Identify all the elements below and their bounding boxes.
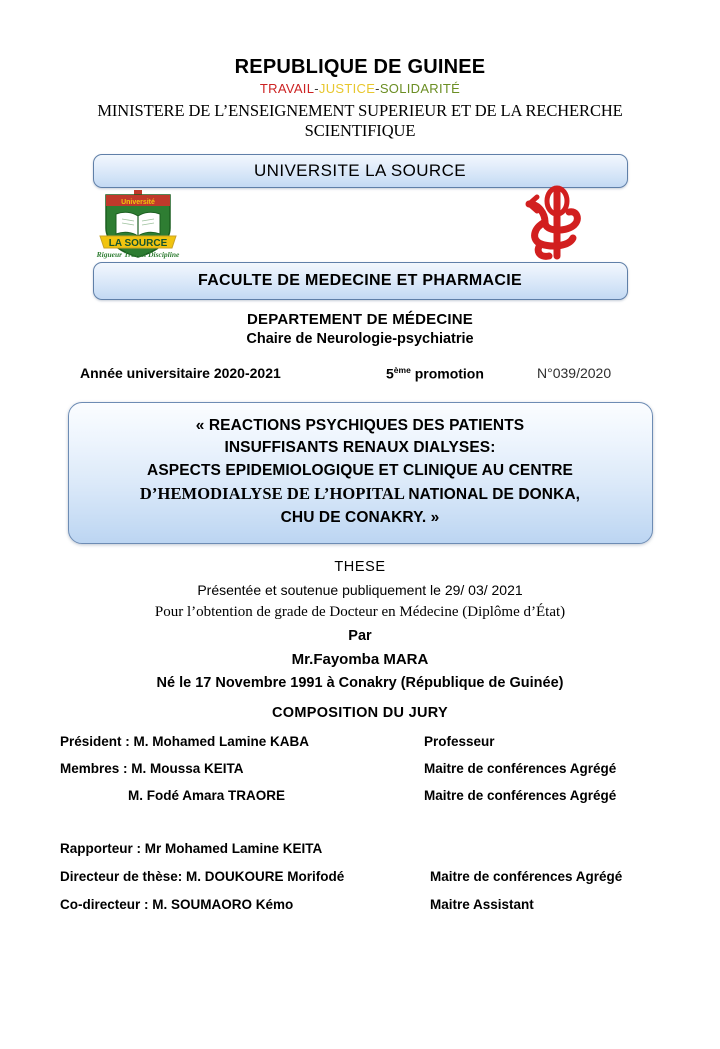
jury-supervisors-list [0, 841, 720, 925]
jury-rank-director: Maitre de conférences Agrégé [430, 869, 623, 885]
jury-rank-president: Professeur [424, 734, 495, 750]
thesis-author-birth: Né le 17 Novembre 1991 à Conakry (République de Guinée) [156, 675, 564, 692]
thesis-degree-line: Pour l’obtention de grade de Docteur en Médecine (Diplôme d’État) [154, 603, 566, 620]
jury-row [0, 869, 720, 897]
jury-role-president: Président : M. Mohamed Lamine KABA [60, 734, 310, 750]
faculty-banner-label: FACULTE DE MEDECINE ET PHARMACIE [198, 272, 522, 290]
logo-banner-text: LA SOURCE [108, 238, 168, 250]
promotion-label [386, 365, 484, 382]
jury-role-rapporteur: Rapporteur : Mr Mohamed Lamine KEITA [60, 841, 323, 857]
thesis-heading: THESE [334, 559, 386, 576]
thesis-title-line-4-serif: D’HEMODIALYSE DE L’HOPITAL [139, 484, 409, 504]
jury-row [0, 897, 720, 925]
faculty-banner [93, 262, 628, 300]
thesis-cover-page [0, 56, 720, 1049]
thesis-title-line-1: « REACTIONS PSYCHIQUES DES PATIENTS [195, 416, 525, 434]
jury-rank-codirector: Maitre Assistant [430, 897, 534, 913]
thesis-title-box [68, 402, 653, 544]
jury-row [0, 788, 720, 815]
motto-separator-1: - [314, 81, 319, 96]
motto-word-travail: TRAVAIL [259, 81, 315, 96]
department-block [0, 311, 720, 349]
thesis-title-line-2: INSUFFISANTS RENAUX DIALYSES: [224, 439, 496, 457]
thesis-title-line-4 [83, 482, 638, 506]
university-banner [93, 154, 628, 188]
motto-word-solidarite: SOLIDARITÉ [379, 81, 461, 96]
jury-row [0, 761, 720, 788]
academic-year-label: Année universitaire 2020-2021 [80, 364, 281, 381]
thesis-meta-block [0, 558, 720, 693]
department-chair: Chaire de Neurologie-psychiatrie [246, 330, 474, 347]
jury-role-member-2: M. Fodé Amara TRAORE [128, 788, 286, 804]
jury-section-heading: COMPOSITION DU JURY [272, 705, 448, 722]
reference-number: N°039/2020 [537, 364, 612, 381]
motto-separator-2: - [375, 81, 380, 96]
thesis-title-line-4-sans: NATIONAL DE DONKA, [408, 486, 581, 504]
jury-role-codirector: Co-directeur : M. SOUMAORO Kémo [60, 897, 294, 913]
logo-motto-text: Rigueur Travail Discipline [96, 250, 180, 260]
thesis-by-label: Par [348, 627, 372, 644]
department-name: DEPARTEMENT DE MÉDECINE [246, 311, 473, 329]
promotion-word: promotion [414, 365, 484, 382]
jury-role-director: Directeur de thèse: M. DOUKOURE Morifodé [60, 869, 345, 885]
thesis-title-line-5: CHU DE CONAKRY. » [280, 508, 440, 526]
jury-row [0, 841, 720, 869]
academic-info-row [0, 365, 720, 389]
jury-row [0, 734, 720, 761]
jury-role-member-1: Membres : M. Moussa KEITA [60, 761, 244, 777]
ministry-title: MINISTERE DE L’ENSEIGNEMENT SUPERIEUR ET DE LA RECHERCHE SCIENTIFIQUE [97, 101, 623, 140]
thesis-author-name: Mr.Fayomba MARA [291, 651, 429, 669]
republic-title: REPUBLIQUE DE GUINEE [234, 56, 486, 78]
motto-word-justice: JUSTICE [318, 81, 376, 96]
jury-rank-member-2: Maitre de conférences Agrégé [424, 788, 617, 804]
logo-top-text: Université [121, 199, 155, 207]
thesis-defense-date: Présentée et soutenue publiquement le 29/ 03/ 2021 [197, 581, 523, 598]
thesis-title-line-3: ASPECTS EPIDEMIOLOGIQUE ET CLINIQUE AU CENTRE [147, 461, 573, 479]
university-la-source-logo [96, 190, 180, 260]
promotion-suffix: ème [393, 364, 411, 375]
promotion-number: 5 [386, 365, 394, 382]
logos-row [0, 190, 720, 262]
caduceus-icon [505, 184, 589, 262]
national-motto [0, 82, 720, 96]
jury-rank-member-1: Maitre de conférences Agrégé [424, 761, 617, 777]
jury-members-list [0, 734, 720, 815]
university-banner-label: UNIVERSITE LA SOURCE [253, 161, 467, 181]
